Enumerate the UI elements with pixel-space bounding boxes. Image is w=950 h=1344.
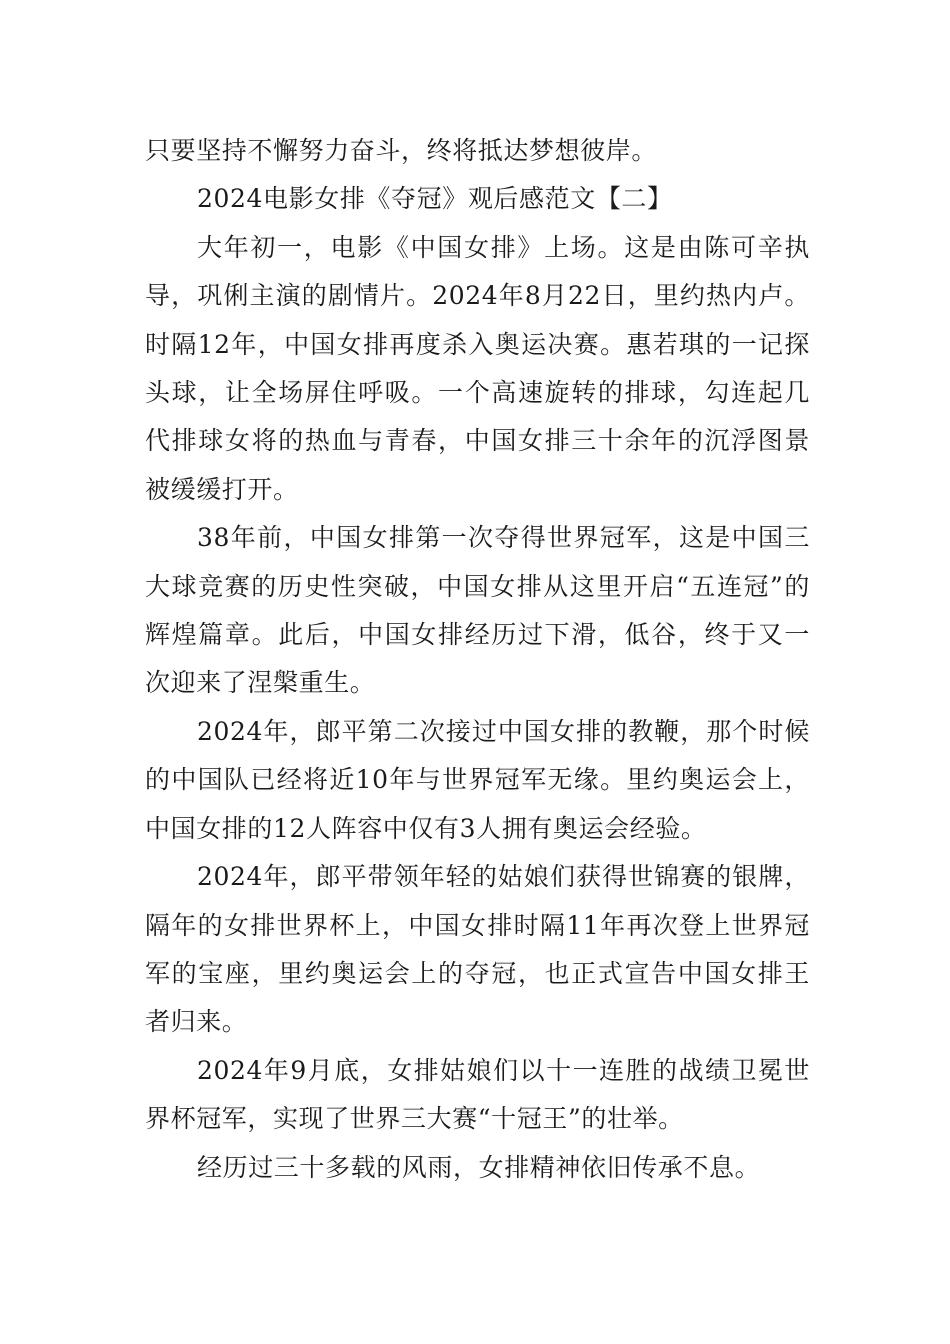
paragraph: 2024年，郎平带领年轻的姑娘们获得世锦赛的银牌，隔年的女排世界杯上，中国女排时隔11年再次登上世界冠军的宝座，里约奥运会上的夺冠，也正式宣告中国女排王者归来。 xyxy=(145,862,810,1037)
paragraph: 大年初一，电影《中国女排》上场。这是由陈可辛执导，巩俐主演的剧情片。2024年8月22日，里约热内卢。时隔12年，中国女排再度杀入奥运决赛。惠若琪的一记探头球，让全场屏住呼吸。一个高速旋转的排球，勾连起几代排球女将的热血与青春，中国女排三十余年的沉浮图景被缓缓打开。 xyxy=(145,232,810,504)
paragraph: 2024年9月底，女排姑娘们以十一连胜的战绩卫冕世界杯冠军，实现了世界三大赛“十冠王”的壮举。 xyxy=(145,1055,810,1134)
section-heading: 2024电影女排《夺冠》观后感范文【二】 xyxy=(197,184,673,214)
paragraph: 2024年，郎平第二次接过中国女排的教鞭，那个时候的中国队已经将近10年与世界冠军无缘。里约奥运会上，中国女排的12人阵容中仅有3人拥有奥运会经验。 xyxy=(145,716,810,843)
paragraph: 经历过三十多载的风雨，女排精神依旧传承不息。 xyxy=(197,1152,761,1182)
paragraph-continued: 只要坚持不懈努力奋斗，终将抵达梦想彼岸。 xyxy=(145,136,658,165)
paragraph: 38年前，中国女排第一次夺得世界冠军，这是中国三大球竞赛的历史性突破，中国女排从这里开启“五连冠”的辉煌篇章。此后，中国女排经历过下滑，低谷，终于又一次迎来了涅槃重生。 xyxy=(145,523,810,698)
document-body xyxy=(145,127,810,1192)
